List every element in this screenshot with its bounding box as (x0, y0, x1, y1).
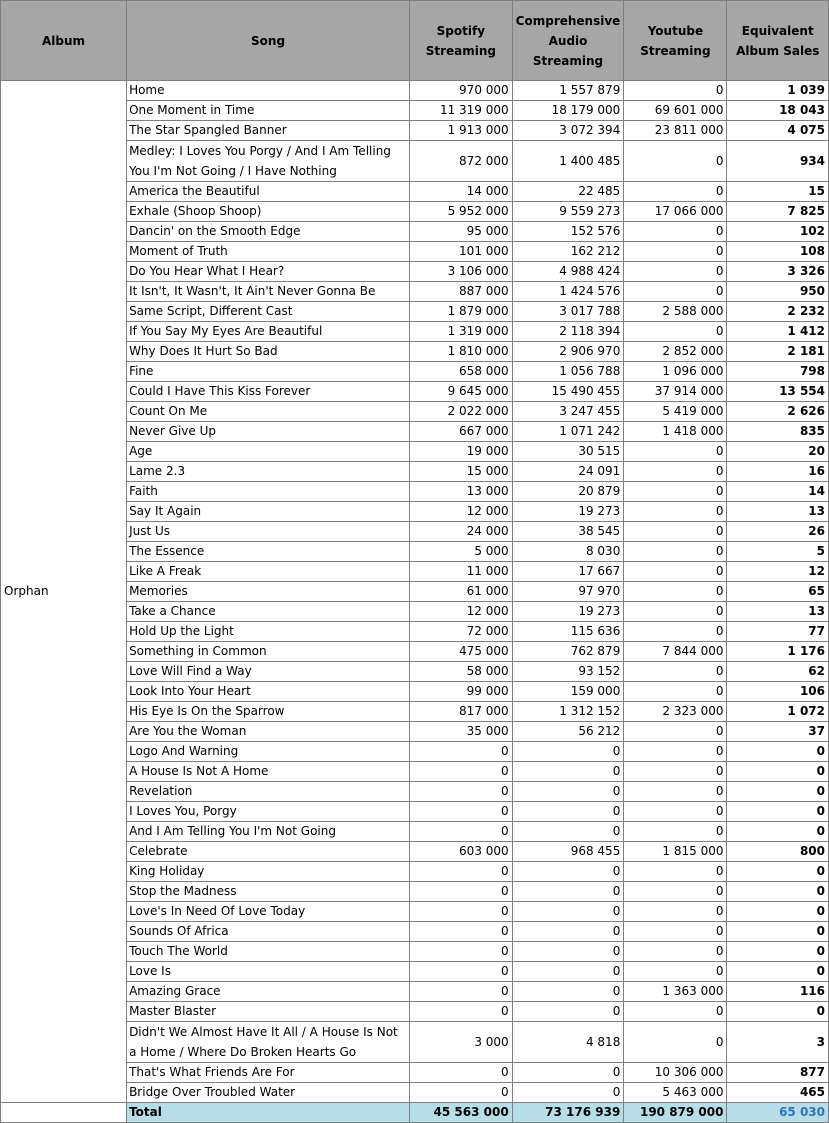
cas-cell: 1 071 242 (512, 422, 624, 442)
spotify-cell: 0 (410, 1002, 513, 1022)
total-row (1, 1103, 829, 1123)
spotify-cell: 0 (410, 962, 513, 982)
eas-cell: 15 (727, 182, 829, 202)
spotify-cell: 99 000 (410, 682, 513, 702)
total-label: Total (127, 1103, 410, 1123)
youtube-cell: 0 (624, 682, 727, 702)
spotify-cell: 603 000 (410, 842, 513, 862)
eas-cell: 0 (727, 762, 829, 782)
eas-cell: 3 (727, 1022, 829, 1063)
youtube-cell: 0 (624, 902, 727, 922)
song-cell: Say It Again (127, 502, 410, 522)
header-comprehensive-audio-streaming: Comprehensive Audio Streaming (512, 1, 624, 81)
cas-cell: 15 490 455 (512, 382, 624, 402)
song-cell: The Star Spangled Banner (127, 121, 410, 141)
song-cell: And I Am Telling You I'm Not Going (127, 822, 410, 842)
eas-cell: 4 075 (727, 121, 829, 141)
song-cell: Never Give Up (127, 422, 410, 442)
header-row (1, 1, 829, 81)
song-cell: Just Us (127, 522, 410, 542)
cas-cell: 152 576 (512, 222, 624, 242)
spotify-cell: 5 000 (410, 542, 513, 562)
youtube-cell: 0 (624, 822, 727, 842)
eas-cell: 0 (727, 862, 829, 882)
cas-cell: 0 (512, 1083, 624, 1103)
cas-cell: 0 (512, 742, 624, 762)
spotify-cell: 1 913 000 (410, 121, 513, 141)
total-spotify: 45 563 000 (410, 1103, 513, 1123)
song-cell: Are You the Woman (127, 722, 410, 742)
cas-cell: 115 636 (512, 622, 624, 642)
spotify-cell: 0 (410, 1083, 513, 1103)
eas-cell: 0 (727, 882, 829, 902)
spotify-cell: 58 000 (410, 662, 513, 682)
eas-cell: 5 (727, 542, 829, 562)
spotify-cell: 61 000 (410, 582, 513, 602)
youtube-cell: 5 463 000 (624, 1083, 727, 1103)
cas-cell: 8 030 (512, 542, 624, 562)
youtube-cell: 1 418 000 (624, 422, 727, 442)
header-album: Album (1, 1, 127, 81)
cas-cell: 0 (512, 1002, 624, 1022)
header-song: Song (127, 1, 410, 81)
song-cell: Love Is (127, 962, 410, 982)
spotify-cell: 0 (410, 902, 513, 922)
spotify-cell: 0 (410, 762, 513, 782)
cas-cell: 3 017 788 (512, 302, 624, 322)
song-cell: Why Does It Hurt So Bad (127, 342, 410, 362)
song-cell: Do You Hear What I Hear? (127, 262, 410, 282)
song-cell: Exhale (Shoop Shoop) (127, 202, 410, 222)
eas-cell: 65 (727, 582, 829, 602)
cas-cell: 0 (512, 802, 624, 822)
youtube-cell: 1 096 000 (624, 362, 727, 382)
spotify-cell: 817 000 (410, 702, 513, 722)
song-cell: Something in Common (127, 642, 410, 662)
spotify-cell: 0 (410, 782, 513, 802)
song-cell: Take a Chance (127, 602, 410, 622)
song-cell: Fine (127, 362, 410, 382)
eas-cell: 77 (727, 622, 829, 642)
cas-cell: 97 970 (512, 582, 624, 602)
cas-cell: 0 (512, 862, 624, 882)
spotify-cell: 0 (410, 922, 513, 942)
spotify-cell: 3 106 000 (410, 262, 513, 282)
total-cas: 73 176 939 (512, 1103, 624, 1123)
spotify-cell: 658 000 (410, 362, 513, 382)
youtube-cell: 0 (624, 322, 727, 342)
youtube-cell: 7 844 000 (624, 642, 727, 662)
spotify-cell: 1 319 000 (410, 322, 513, 342)
song-cell: That's What Friends Are For (127, 1063, 410, 1083)
cas-cell: 1 056 788 (512, 362, 624, 382)
song-cell: Revelation (127, 782, 410, 802)
song-cell: It Isn't, It Wasn't, It Ain't Never Gonna Be (127, 282, 410, 302)
spotify-cell: 19 000 (410, 442, 513, 462)
cas-cell: 762 879 (512, 642, 624, 662)
cas-cell: 1 400 485 (512, 141, 624, 182)
cas-cell: 22 485 (512, 182, 624, 202)
eas-cell: 18 043 (727, 101, 829, 121)
youtube-cell: 0 (624, 602, 727, 622)
song-cell: Sounds Of Africa (127, 922, 410, 942)
song-cell: I Loves You, Porgy (127, 802, 410, 822)
cas-cell: 30 515 (512, 442, 624, 462)
song-cell: His Eye Is On the Sparrow (127, 702, 410, 722)
spotify-cell: 887 000 (410, 282, 513, 302)
eas-cell: 0 (727, 822, 829, 842)
song-cell: One Moment in Time (127, 101, 410, 121)
eas-cell: 0 (727, 802, 829, 822)
youtube-cell: 17 066 000 (624, 202, 727, 222)
cas-cell: 159 000 (512, 682, 624, 702)
spotify-cell: 1 810 000 (410, 342, 513, 362)
table-body (1, 81, 829, 1123)
song-cell: Medley: I Loves You Porgy / And I Am Telling You I'm Not Going / I Have Nothing (127, 141, 410, 182)
song-cell: King Holiday (127, 862, 410, 882)
eas-cell: 3 326 (727, 262, 829, 282)
youtube-cell: 0 (624, 782, 727, 802)
cas-cell: 3 072 394 (512, 121, 624, 141)
eas-cell: 950 (727, 282, 829, 302)
youtube-cell: 2 323 000 (624, 702, 727, 722)
eas-cell: 2 626 (727, 402, 829, 422)
youtube-cell: 0 (624, 562, 727, 582)
cas-cell: 0 (512, 902, 624, 922)
song-cell: Logo And Warning (127, 742, 410, 762)
youtube-cell: 37 914 000 (624, 382, 727, 402)
cas-cell: 0 (512, 962, 624, 982)
youtube-cell: 0 (624, 81, 727, 101)
cas-cell: 4 988 424 (512, 262, 624, 282)
eas-cell: 0 (727, 902, 829, 922)
spotify-cell: 1 879 000 (410, 302, 513, 322)
eas-cell: 13 (727, 502, 829, 522)
song-cell: Bridge Over Troubled Water (127, 1083, 410, 1103)
cas-cell: 162 212 (512, 242, 624, 262)
cas-cell: 0 (512, 822, 624, 842)
spotify-cell: 0 (410, 742, 513, 762)
eas-cell: 0 (727, 782, 829, 802)
spotify-cell: 0 (410, 862, 513, 882)
spotify-cell: 72 000 (410, 622, 513, 642)
spotify-cell: 475 000 (410, 642, 513, 662)
spotify-cell: 2 022 000 (410, 402, 513, 422)
eas-cell: 1 412 (727, 322, 829, 342)
youtube-cell: 0 (624, 542, 727, 562)
eas-cell: 1 039 (727, 81, 829, 101)
spotify-cell: 9 645 000 (410, 382, 513, 402)
spotify-cell: 15 000 (410, 462, 513, 482)
youtube-cell: 0 (624, 502, 727, 522)
eas-cell: 0 (727, 1002, 829, 1022)
youtube-cell: 0 (624, 942, 727, 962)
total-eas: 65 030 (727, 1103, 829, 1123)
spotify-cell: 35 000 (410, 722, 513, 742)
youtube-cell: 0 (624, 582, 727, 602)
song-cell: Love's In Need Of Love Today (127, 902, 410, 922)
youtube-cell: 0 (624, 242, 727, 262)
song-cell: Moment of Truth (127, 242, 410, 262)
song-cell: Lame 2.3 (127, 462, 410, 482)
youtube-cell: 0 (624, 482, 727, 502)
spotify-cell: 101 000 (410, 242, 513, 262)
total-album-blank (1, 1103, 127, 1123)
cas-cell: 1 557 879 (512, 81, 624, 101)
youtube-cell: 0 (624, 262, 727, 282)
spotify-cell: 12 000 (410, 502, 513, 522)
cas-cell: 0 (512, 882, 624, 902)
spotify-cell: 13 000 (410, 482, 513, 502)
youtube-cell: 0 (624, 862, 727, 882)
spotify-cell: 5 952 000 (410, 202, 513, 222)
table-row (1, 81, 829, 101)
eas-cell: 108 (727, 242, 829, 262)
song-cell: Age (127, 442, 410, 462)
cas-cell: 0 (512, 922, 624, 942)
cas-cell: 24 091 (512, 462, 624, 482)
album-cell: Orphan (1, 81, 127, 1103)
cas-cell: 20 879 (512, 482, 624, 502)
spotify-cell: 3 000 (410, 1022, 513, 1063)
total-youtube: 190 879 000 (624, 1103, 727, 1123)
eas-cell: 800 (727, 842, 829, 862)
eas-cell: 0 (727, 962, 829, 982)
cas-cell: 0 (512, 982, 624, 1002)
header-equivalent-album-sales: Equivalent Album Sales (727, 1, 829, 81)
cas-cell: 93 152 (512, 662, 624, 682)
spotify-cell: 872 000 (410, 141, 513, 182)
youtube-cell: 0 (624, 282, 727, 302)
song-cell: Same Script, Different Cast (127, 302, 410, 322)
youtube-cell: 0 (624, 141, 727, 182)
youtube-cell: 2 852 000 (624, 342, 727, 362)
eas-cell: 13 554 (727, 382, 829, 402)
youtube-cell: 0 (624, 182, 727, 202)
cas-cell: 19 273 (512, 602, 624, 622)
youtube-cell: 69 601 000 (624, 101, 727, 121)
header-spotify-streaming: Spotify Streaming (410, 1, 513, 81)
eas-cell: 798 (727, 362, 829, 382)
eas-cell: 7 825 (727, 202, 829, 222)
eas-cell: 0 (727, 922, 829, 942)
youtube-cell: 2 588 000 (624, 302, 727, 322)
spotify-cell: 0 (410, 802, 513, 822)
cas-cell: 968 455 (512, 842, 624, 862)
eas-cell: 26 (727, 522, 829, 542)
spotify-cell: 0 (410, 822, 513, 842)
youtube-cell: 0 (624, 882, 727, 902)
eas-cell: 16 (727, 462, 829, 482)
song-cell: America the Beautiful (127, 182, 410, 202)
spotify-cell: 970 000 (410, 81, 513, 101)
youtube-cell: 0 (624, 802, 727, 822)
cas-cell: 19 273 (512, 502, 624, 522)
song-cell: If You Say My Eyes Are Beautiful (127, 322, 410, 342)
spotify-cell: 0 (410, 942, 513, 962)
song-cell: Faith (127, 482, 410, 502)
youtube-cell: 10 306 000 (624, 1063, 727, 1083)
song-cell: Master Blaster (127, 1002, 410, 1022)
youtube-cell: 0 (624, 522, 727, 542)
youtube-cell: 0 (624, 962, 727, 982)
youtube-cell: 5 419 000 (624, 402, 727, 422)
youtube-cell: 0 (624, 222, 727, 242)
spotify-cell: 24 000 (410, 522, 513, 542)
eas-cell: 20 (727, 442, 829, 462)
song-cell: Could I Have This Kiss Forever (127, 382, 410, 402)
eas-cell: 934 (727, 141, 829, 182)
spotify-cell: 0 (410, 1063, 513, 1083)
youtube-cell: 23 811 000 (624, 121, 727, 141)
youtube-cell: 0 (624, 922, 727, 942)
cas-cell: 18 179 000 (512, 101, 624, 121)
eas-cell: 102 (727, 222, 829, 242)
song-cell: Home (127, 81, 410, 101)
eas-cell: 877 (727, 1063, 829, 1083)
youtube-cell: 1 815 000 (624, 842, 727, 862)
eas-cell: 106 (727, 682, 829, 702)
youtube-cell: 0 (624, 1022, 727, 1063)
youtube-cell: 0 (624, 722, 727, 742)
eas-cell: 1 176 (727, 642, 829, 662)
cas-cell: 4 818 (512, 1022, 624, 1063)
song-cell: Celebrate (127, 842, 410, 862)
youtube-cell: 0 (624, 662, 727, 682)
eas-cell: 13 (727, 602, 829, 622)
cas-cell: 0 (512, 1063, 624, 1083)
cas-cell: 38 545 (512, 522, 624, 542)
cas-cell: 9 559 273 (512, 202, 624, 222)
song-cell: Like A Freak (127, 562, 410, 582)
youtube-cell: 0 (624, 762, 727, 782)
song-cell: A House Is Not A Home (127, 762, 410, 782)
spotify-cell: 11 319 000 (410, 101, 513, 121)
song-cell: Hold Up the Light (127, 622, 410, 642)
spotify-cell: 667 000 (410, 422, 513, 442)
cas-cell: 2 118 394 (512, 322, 624, 342)
eas-cell: 14 (727, 482, 829, 502)
song-cell: Touch The World (127, 942, 410, 962)
song-cell: Look Into Your Heart (127, 682, 410, 702)
song-cell: Love Will Find a Way (127, 662, 410, 682)
song-cell: The Essence (127, 542, 410, 562)
eas-cell: 2 181 (727, 342, 829, 362)
spotify-cell: 95 000 (410, 222, 513, 242)
eas-cell: 62 (727, 662, 829, 682)
youtube-cell: 0 (624, 1002, 727, 1022)
cas-cell: 3 247 455 (512, 402, 624, 422)
spotify-cell: 12 000 (410, 602, 513, 622)
song-cell: Count On Me (127, 402, 410, 422)
song-cell: Stop the Madness (127, 882, 410, 902)
eas-cell: 835 (727, 422, 829, 442)
eas-cell: 12 (727, 562, 829, 582)
eas-cell: 1 072 (727, 702, 829, 722)
eas-cell: 0 (727, 742, 829, 762)
cas-cell: 1 312 152 (512, 702, 624, 722)
eas-cell: 465 (727, 1083, 829, 1103)
cas-cell: 1 424 576 (512, 282, 624, 302)
youtube-cell: 0 (624, 622, 727, 642)
spotify-cell: 0 (410, 882, 513, 902)
song-cell: Memories (127, 582, 410, 602)
youtube-cell: 0 (624, 742, 727, 762)
cas-cell: 2 906 970 (512, 342, 624, 362)
eas-cell: 37 (727, 722, 829, 742)
youtube-cell: 0 (624, 442, 727, 462)
spotify-cell: 11 000 (410, 562, 513, 582)
cas-cell: 56 212 (512, 722, 624, 742)
cas-cell: 17 667 (512, 562, 624, 582)
youtube-cell: 1 363 000 (624, 982, 727, 1002)
eas-cell: 116 (727, 982, 829, 1002)
cas-cell: 0 (512, 762, 624, 782)
eas-cell: 0 (727, 942, 829, 962)
header-youtube-streaming: Youtube Streaming (624, 1, 727, 81)
spotify-cell: 0 (410, 982, 513, 1002)
eas-cell: 2 232 (727, 302, 829, 322)
youtube-cell: 0 (624, 462, 727, 482)
cas-cell: 0 (512, 782, 624, 802)
song-cell: Dancin' on the Smooth Edge (127, 222, 410, 242)
spotify-cell: 14 000 (410, 182, 513, 202)
song-cell: Didn't We Almost Have It All / A House Is Not a Home / Where Do Broken Hearts Go (127, 1022, 410, 1063)
cas-cell: 0 (512, 942, 624, 962)
song-cell: Amazing Grace (127, 982, 410, 1002)
